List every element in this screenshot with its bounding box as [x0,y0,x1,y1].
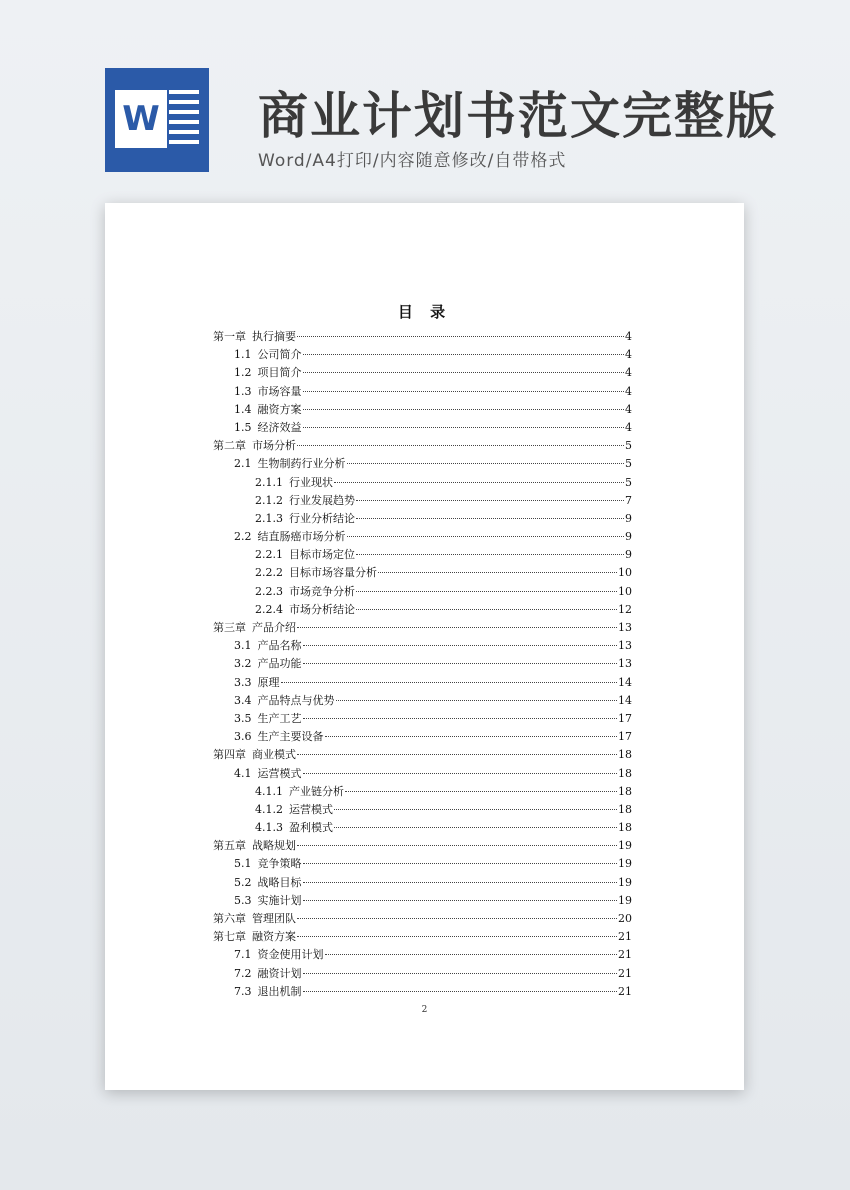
toc-entry-page: 5 [625,457,632,471]
toc-entry-number: 2.2.3 [255,584,283,598]
toc-entry-page: 14 [618,675,632,689]
banner-title: 商业计划书范文完整版 [258,87,778,145]
toc-entry[interactable] [213,455,632,473]
toc-entry-number: 第二章 [213,439,246,453]
toc-entry-leader [297,627,617,628]
toc-entry-leader [303,991,618,992]
toc-entry[interactable] [213,710,632,728]
toc-entry-page: 18 [618,821,632,835]
toc-entry-number: 第六章 [213,912,246,925]
toc-entry-title: 市场容量 [257,384,302,398]
toc-entry-number: 第一章 [213,330,246,343]
toc-entry[interactable] [213,983,632,1001]
toc-entry-title: 竞争策略 [257,857,302,871]
toc-entry-number: 4.1.3 [255,821,283,835]
toc-entry-page: 17 [618,730,632,744]
toc-entry-leader [303,663,618,664]
toc-entry-leader [297,336,624,337]
toc-entry-title: 退出机制 [257,984,302,998]
toc-entry-page: 12 [618,602,632,616]
toc-entry-page: 21 [618,984,632,998]
toc-entry-number: 第七章 [213,930,246,944]
toc-entry-leader [356,554,624,555]
toc-heading: 目 录 [397,303,452,321]
toc-entry-title: 市场竞争分析 [289,584,355,598]
toc-entry-number: 3.2 [234,657,252,671]
toc-entry[interactable] [213,928,632,946]
toc-entry-title: 运营模式 [289,802,333,816]
word-logo-lines [169,90,199,150]
toc-entry-title: 产品功能 [257,657,302,671]
toc-entry-page: 18 [618,766,632,780]
toc-entry[interactable] [213,510,632,528]
toc-entry-leader [297,936,617,937]
toc-entry-page: 18 [618,784,632,798]
toc-entry[interactable] [213,874,632,892]
toc-entry-page: 4 [625,348,632,362]
page-number: 2 [421,1005,428,1015]
toc-entry-page: 4 [625,366,632,380]
toc-entry-title: 商业模式 [252,748,296,762]
toc-entry-title: 产品介绍 [252,621,296,634]
toc-entry-number: 3.6 [234,730,252,744]
toc-entry[interactable] [213,564,632,582]
toc-entry[interactable] [213,619,632,637]
toc-entry[interactable] [213,419,632,437]
toc-entry-leader [325,954,618,955]
toc-entry-number: 3.5 [234,711,252,725]
toc-entry-number: 2.2 [234,530,252,544]
toc-entry-leader [325,736,618,737]
toc-entry[interactable] [213,819,632,837]
toc-entry[interactable] [213,837,632,855]
toc-entry-number: 5.2 [234,875,252,889]
toc-entry-page: 19 [618,839,632,853]
toc-entry[interactable] [213,910,632,928]
word-logo-icon [105,68,209,172]
toc-entry-leader [334,827,617,828]
toc-entry[interactable] [213,765,632,783]
toc-entry-number: 2.1.3 [255,511,283,525]
toc-entry-number: 2.2.2 [255,566,283,580]
toc-entry-leader [303,973,618,974]
toc-entry-title: 市场分析结论 [289,602,355,616]
toc-entry-title: 公司简介 [257,348,302,362]
toc-entry-leader [356,591,617,592]
toc-entry-title: 战略目标 [257,875,302,889]
toc-entry[interactable] [213,528,632,546]
toc-entry[interactable] [213,728,632,746]
toc-entry-page: 4 [625,384,632,398]
toc-entry-title: 目标市场容量分析 [289,566,377,580]
toc-entry-title: 产业链分析 [289,784,344,798]
toc-entry-title: 生物制药行业分析 [257,457,346,471]
toc-entry-page: 9 [625,548,632,562]
toc-entry-leader [303,773,618,774]
toc-entry-page: 4 [625,420,632,434]
toc-entry-page: 9 [625,511,632,525]
banner-subtitle: Word/A4打印/内容随意修改/自带格式 [258,151,567,171]
toc-entry-title: 战略规划 [252,839,296,853]
toc-entry-leader [303,900,618,901]
toc-entry-page: 10 [618,566,632,580]
toc-entry[interactable] [213,474,632,492]
toc-entry-page: 21 [618,930,632,944]
toc-entry-page: 18 [618,802,632,816]
toc-entry-title: 生产工艺 [257,711,302,725]
toc-entry-page: 17 [618,711,632,725]
toc-entry-number: 2.1.1 [255,475,283,489]
toc-entry-page: 5 [625,475,632,489]
toc-entry-title: 结直肠癌市场分析 [257,530,346,544]
toc-entry[interactable] [213,346,632,364]
toc-entry-leader [356,609,617,610]
toc-entry[interactable] [213,674,632,692]
table-of-contents [213,328,632,1001]
toc-entry-number: 第四章 [213,748,246,762]
toc-entry-number: 5.1 [234,857,252,871]
toc-entry-number: 5.3 [234,893,252,907]
toc-entry-leader [303,718,618,719]
toc-entry-leader [347,463,625,464]
toc-entry[interactable] [213,401,632,419]
toc-entry-leader [297,754,617,755]
toc-entry-page: 18 [618,748,632,762]
toc-entry-title: 产品名称 [257,639,302,653]
toc-entry-page: 21 [618,966,632,980]
toc-entry-number: 3.3 [234,675,252,689]
toc-entry-leader [303,372,625,373]
toc-entry[interactable] [213,655,632,673]
toc-entry-leader [345,791,617,792]
toc-entry-title: 融资方案 [257,402,302,416]
toc-entry-title: 实施计划 [257,893,302,907]
toc-entry-number: 1.5 [234,420,252,434]
toc-entry-title: 资金使用计划 [257,948,324,962]
toc-entry-number: 7.3 [234,984,252,998]
toc-entry[interactable] [213,546,632,564]
toc-entry-number: 2.2.1 [255,548,283,562]
toc-entry[interactable] [213,583,632,601]
toc-entry-leader [303,391,625,392]
toc-entry-leader [356,518,624,519]
toc-entry-number: 2.2.4 [255,602,283,616]
toc-entry-page: 20 [618,912,632,925]
toc-entry-number: 4.1 [234,766,252,780]
toc-entry-page: 4 [625,402,632,416]
toc-entry-leader [378,572,617,573]
toc-entry-number: 7.2 [234,966,252,980]
toc-entry-title: 盈利模式 [289,821,333,835]
toc-entry-number: 4.1.1 [255,784,283,798]
toc-entry-title: 执行摘要 [252,330,296,343]
toc-entry-number: 第三章 [213,621,246,634]
toc-entry-title: 经济效益 [257,420,302,434]
toc-entry[interactable] [213,692,632,710]
toc-entry-number: 2.1.2 [255,493,283,507]
toc-entry[interactable] [213,965,632,983]
toc-entry-number: 1.3 [234,384,252,398]
toc-entry-title: 管理团队 [252,912,296,925]
toc-entry-number: 1.4 [234,402,252,416]
toc-entry[interactable] [213,364,632,382]
toc-entry-title: 融资方案 [252,930,296,944]
toc-entry-title: 行业现状 [289,475,333,489]
toc-entry-leader [334,809,617,810]
toc-entry-title: 行业分析结论 [289,511,355,525]
toc-entry-page: 7 [625,493,632,507]
toc-entry-page: 5 [625,439,632,453]
toc-entry[interactable] [213,783,632,801]
toc-entry-number: 1.2 [234,366,252,380]
toc-entry[interactable] [213,855,632,873]
toc-entry-page: 19 [618,857,632,871]
toc-entry-number: 3.4 [234,693,252,707]
toc-entry[interactable] [213,601,632,619]
toc-entry-leader [303,863,618,864]
toc-entry-title: 产品特点与优势 [257,693,335,707]
toc-entry-leader [336,700,618,701]
toc-entry-title: 原理 [257,675,280,689]
toc-entry[interactable] [213,328,632,346]
toc-entry[interactable] [213,492,632,510]
toc-entry[interactable] [213,801,632,819]
toc-entry-leader [297,445,624,446]
toc-entry-leader [356,500,624,501]
word-logo-letter: W [115,90,167,148]
toc-entry-page: 19 [618,875,632,889]
toc-entry-title: 项目简介 [257,366,302,380]
toc-entry-leader [281,682,618,683]
toc-entry-number: 2.1 [234,457,252,471]
toc-entry-page: 13 [618,621,632,634]
toc-entry-page: 4 [625,330,632,343]
toc-entry-title: 融资计划 [257,966,302,980]
toc-entry-leader [303,409,625,410]
toc-entry-number: 第五章 [213,839,246,853]
toc-entry-leader [303,427,625,428]
toc-entry-leader [297,845,617,846]
toc-entry-leader [297,918,617,919]
toc-entry[interactable] [213,637,632,655]
toc-entry-page: 14 [618,693,632,707]
toc-entry[interactable] [213,746,632,764]
toc-entry-leader [347,536,625,537]
toc-entry-number: 3.1 [234,639,252,653]
toc-entry-title: 运营模式 [257,766,302,780]
toc-entry-title: 目标市场定位 [289,548,355,562]
toc-entry-leader [303,645,618,646]
toc-entry-number: 7.1 [234,948,252,962]
toc-entry[interactable] [213,892,632,910]
toc-entry-number: 1.1 [234,348,252,362]
toc-entry[interactable] [213,383,632,401]
toc-entry-number: 4.1.2 [255,802,283,816]
toc-entry-title: 行业发展趋势 [289,493,355,507]
toc-entry-page: 21 [618,948,632,962]
toc-entry-title: 市场分析 [252,439,296,453]
document-page [105,203,744,1090]
toc-entry-page: 9 [625,530,632,544]
toc-entry-leader [303,354,625,355]
toc-entry-page: 13 [618,657,632,671]
toc-entry-page: 10 [618,584,632,598]
toc-entry-page: 13 [618,639,632,653]
toc-entry[interactable] [213,437,632,455]
toc-entry[interactable] [213,946,632,964]
toc-entry-leader [334,482,624,483]
toc-entry-title: 生产主要设备 [257,730,324,744]
toc-entry-leader [303,882,618,883]
toc-entry-page: 19 [618,893,632,907]
